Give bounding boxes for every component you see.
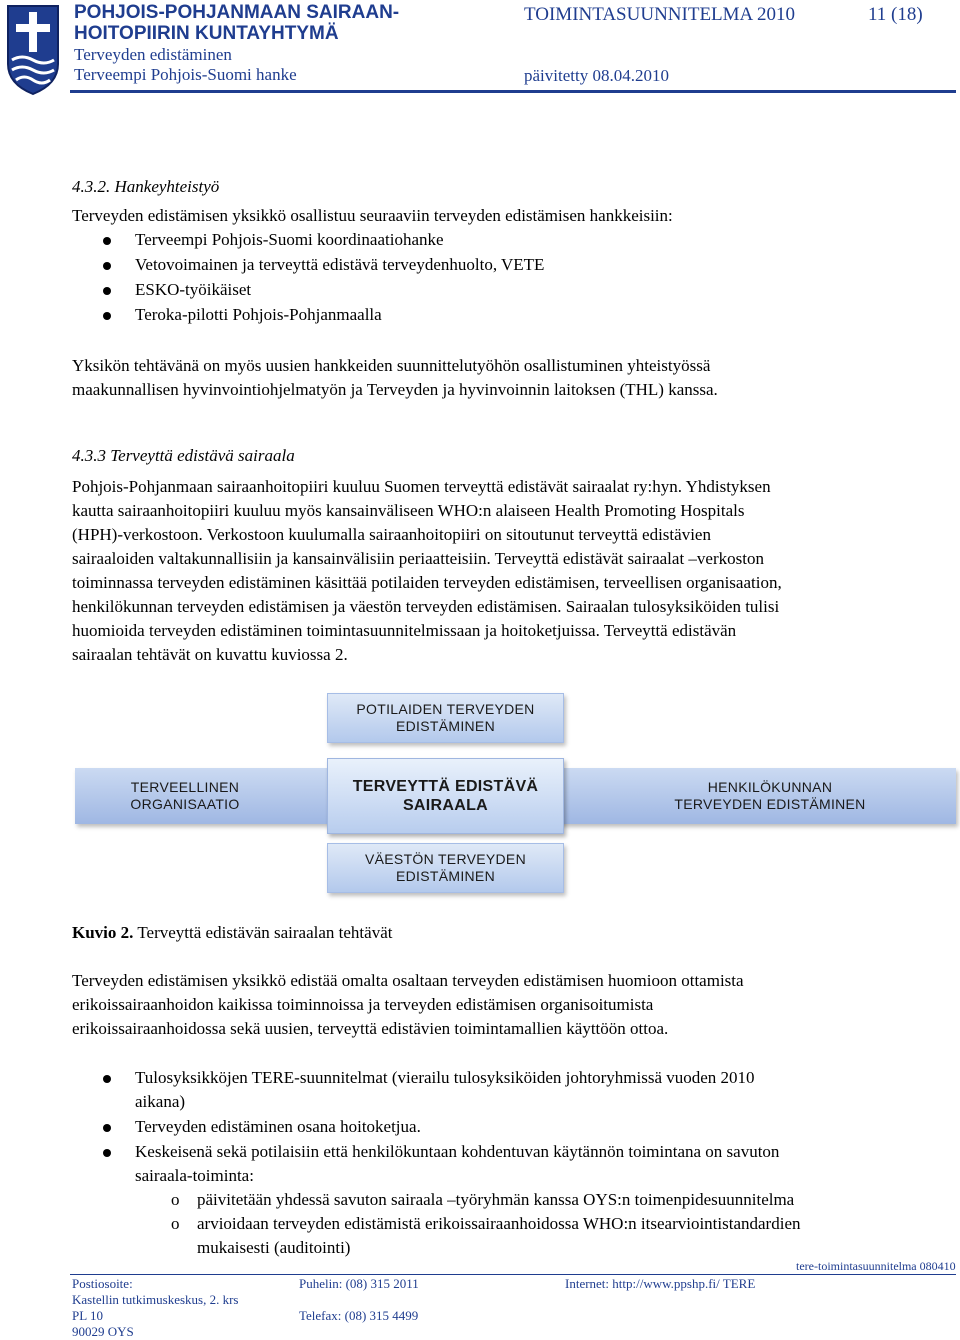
- figure-box-patients: POTILAIDEN TERVEYDEN EDISTÄMINEN: [327, 693, 564, 743]
- sub-list-item: arvioidaan terveyden edistämistä erikoissairaanhoidossa WHO:n itsearviointistandardien: [197, 1214, 801, 1233]
- paragraph-line: Pohjois-Pohjanmaan sairaanhoitopiiri kuuluu Suomen terveyttä edistävät sairaalat ry:hyn. Yhdistyksen: [72, 477, 771, 496]
- section-heading-433: 4.3.3 Terveyttä edistävä sairaala: [72, 446, 295, 465]
- paragraph-line: huomioida terveyden edistäminen toimintasuunnitelmissaan ja hoitoketjuissa. Terveyttä edistävän: [72, 621, 737, 640]
- bullet-icon: [103, 262, 111, 270]
- list-item: Vetovoimainen ja terveyttä edistävä terveydenhuolto, VETE: [135, 255, 545, 274]
- figure-box-organisation: TERVEELLINEN ORGANISAATIO: [130, 779, 240, 812]
- paragraph-line: toiminnassa terveyden edistäminen käsittää potilaiden terveyden edistämisen, terveellisen organisaation,: [72, 573, 782, 592]
- figure-caption: [72, 921, 392, 945]
- footer-divider: [70, 1274, 956, 1275]
- list-item: Keskeisenä sekä potilaisiin että henkilökuntaan kohdentuvan käytännön toimintana on savuton: [135, 1142, 780, 1161]
- caption-text: Terveyttä edistävän sairaalan tehtävät: [137, 923, 393, 942]
- paragraph-line: Yksikön tehtävänä on myös uusien hankkeiden suunnittelutyöhön osallistuminen yhteistyössä: [72, 356, 711, 375]
- list-item: Teroka-pilotti Pohjois-Pohjanmaalla: [135, 305, 382, 324]
- list-item: Tulosyksikköjen TERE-suunnitelmat (vierailu tulosyksiköiden johtoryhmissä vuoden 2010: [135, 1068, 755, 1087]
- updated-date: päivitetty 08.04.2010: [524, 66, 669, 85]
- file-reference: tere-toimintasuunnitelma 080410: [796, 1259, 956, 1273]
- paragraph-line: henkilökunnan terveyden edistämisen ja väestön terveyden edistämisen. Sairaalan tulosyksiköiden tulisi: [72, 597, 780, 616]
- phone-number: Puhelin: (08) 315 2011: [299, 1276, 419, 1291]
- figure-box-population: VÄESTÖN TERVEYDEN EDISTÄMINEN: [327, 843, 564, 893]
- paragraph-line: erikoissairaanhoidon kaikissa toiminnoissa ja terveyden edistämisen organisoitumista: [72, 995, 654, 1014]
- list-item: ESKO-työikäiset: [135, 280, 252, 299]
- list-item-continued: sairaala-toiminta:: [135, 1166, 254, 1185]
- header-unit: Terveyden edistäminen Terveempi Pohjois-Suomi hanke: [74, 45, 297, 84]
- internet-link[interactable]: Internet: http://www.ppshp.fi/ TERE: [565, 1276, 756, 1291]
- fax-number: Telefax: (08) 315 4499: [299, 1308, 419, 1323]
- sub-bullet-icon: o: [171, 1190, 180, 1209]
- doc-title: TOIMINTASUUNNITELMA 2010: [524, 4, 795, 25]
- bullet-icon: [103, 1124, 111, 1132]
- figure-box-center: TERVEYTTÄ EDISTÄVÄ SAIRAALA: [327, 758, 564, 834]
- paragraph-line: sairaaloiden valtakunnallisiin ja kansainvälisiin periaatteisiin. Terveyttä edistävät sairaalat –verkoston: [72, 549, 764, 568]
- figure-box-staff: HENKILÖKUNNAN TERVEYDEN EDISTÄMINEN: [674, 779, 866, 812]
- bullet-icon: [103, 1149, 111, 1157]
- organization-name: POHJOIS-POHJANMAAN SAIRAAN- HOITOPIIRIN KUNTAYHTYMÄ: [74, 2, 400, 44]
- bullet-icon: [103, 312, 111, 320]
- list-item: Terveyden edistäminen osana hoitoketjua.: [135, 1117, 421, 1136]
- sub-bullet-icon: o: [171, 1214, 180, 1233]
- hospital-district-logo: [4, 4, 62, 96]
- paragraph-line: maakunnallisen hyvinvointiohjelmatyön ja Terveyden ja hyvinvoinnin laitoksen (THL) kanssa.: [72, 380, 718, 399]
- list-item-continued: aikana): [135, 1092, 186, 1111]
- sub-list-item-continued: mukaisesti (auditointi): [197, 1238, 351, 1257]
- paragraph-line: Terveyden edistämisen yksikkö edistää omalta osaltaan terveyden edistämisen huomioon ottamista: [72, 971, 744, 990]
- bullet-icon: [103, 237, 111, 245]
- list-item: Terveempi Pohjois-Suomi koordinaatiohanke: [135, 230, 444, 249]
- paragraph-line: kautta sairaanhoitopiiri kuuluu myös kansainväliseen WHO:n alaiseen Health Promoting Hospitals: [72, 501, 745, 520]
- sub-list-item: päivitetään yhdessä savuton sairaala –työryhmän kanssa OYS:n toimenpidesuunnitelma: [197, 1190, 795, 1209]
- section-intro: Terveyden edistämisen yksikkö osallistuu seuraaviin terveyden edistämisen hankkeisiin:: [72, 206, 673, 225]
- postal-address: Postiosoite: Kastellin tutkimuskeskus, 2. krs PL 10 90029 OYS: [72, 1276, 239, 1339]
- paragraph-line: sairaalan tehtävät on kuvattu kuviossa 2.: [72, 645, 348, 664]
- paragraph-line: erikoissairaanhoidossa sekä uusien, terveyttä edistävien toimintamallien käyttöön ottoa.: [72, 1019, 669, 1038]
- header-divider: [70, 90, 956, 93]
- caption-label: Kuvio 2.: [72, 923, 134, 942]
- page-number: 11 (18): [868, 4, 923, 25]
- section-heading-432: 4.3.2. Hankeyhteistyö: [72, 177, 220, 196]
- bullet-icon: [103, 1075, 111, 1083]
- paragraph-line: (HPH)-verkostoon. Verkostoon kuulumalla sairaanhoitopiiri on sitoutunut terveyttä edistävien: [72, 525, 711, 544]
- bullet-icon: [103, 287, 111, 295]
